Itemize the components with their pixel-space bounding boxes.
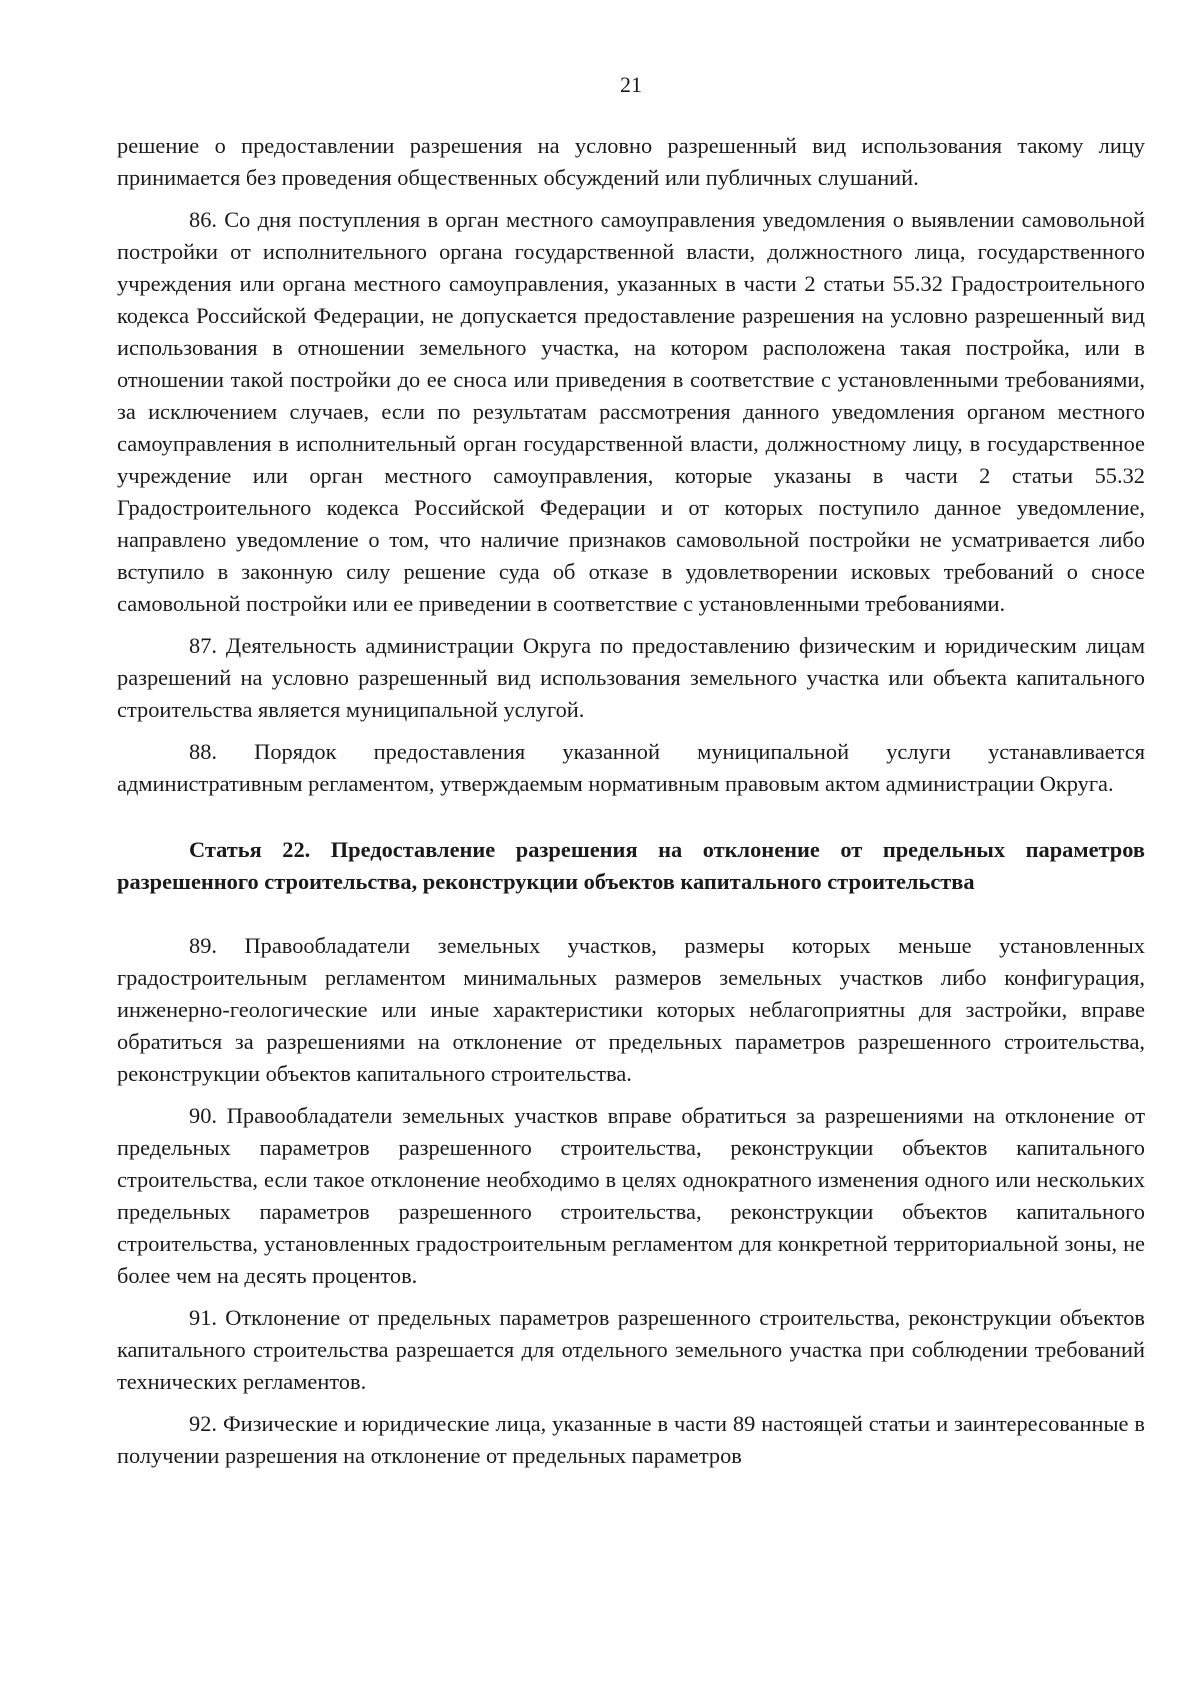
- document-body: [117, 130, 1145, 1472]
- paragraph-89: 89. Правообладатели земельных участков, размеры которых меньше установленных градостроительным регламентом минимальных размеров земельных участков либо конфигурация, инженерно-геологические или иные характеристики которых неблагоприятны для застройки, вправе обратиться за разрешениями на отклонение от предельных параметров разрешенного строительства, реконструкции объектов капитального строительства.: [117, 933, 1145, 1086]
- paragraph-continuation: решение о предоставлении разрешения на условно разрешенный вид использования такому лицу принимается без проведения общественных обсуждений или публичных слушаний.: [117, 133, 1145, 190]
- paragraph-87: 87. Деятельность администрации Округа по предоставлению физическим и юридическим лицам разрешений на условно разрешенный вид использования земельного участка или объекта капитального строительства является муниципальной услугой.: [117, 633, 1145, 722]
- article-22-heading: Статья 22. Предоставление разрешения на отклонение от предельных параметров разрешенного строительства, реконструкции объектов капитального строительства: [117, 837, 1145, 894]
- page-number: 21: [620, 72, 642, 97]
- paragraph-92: 92. Физические и юридические лица, указанные в части 89 настоящей статьи и заинтересованные в получении разрешения на отклонение от предельных параметров: [117, 1411, 1145, 1468]
- paragraph-91: 91. Отклонение от предельных параметров разрешенного строительства, реконструкции объектов капитального строительства разрешается для отдельного земельного участка при соблюдении требований технических регламентов.: [117, 1305, 1145, 1394]
- paragraph-86: 86. Со дня поступления в орган местного самоуправления уведомления о выявлении самовольной постройки от исполнительного органа государственной власти, должностного лица, государственного учреждения или органа местного самоуправления, указанных в части 2 статьи 55.32 Градостроительного кодекса Российской Федерации, не допускается предоставление разрешения на условно разрешенный вид использования в отношении земельного участка, на котором расположена такая постройка, или в отношении такой постройки до ее сноса или приведения в соответствие с установленными требованиями, за исключением случаев, если по результатам рассмотрения данного уведомления органом местного самоуправления в исполнительный орган государственной власти, должностному лицу, в государственное учреждение или орган местного самоуправления, которые указаны в части 2 статьи 55.32 Градостроительного кодекса Российской Федерации и от которых поступило данное уведомление, направлено уведомление о том, что наличие признаков самовольной постройки не усматривается либо вступило в законную силу решение суда об отказе в удовлетворении исковых требований о сносе самовольной постройки или ее приведении в соответствие с установленными требованиями.: [117, 207, 1145, 616]
- paragraph-90: 90. Правообладатели земельных участков вправе обратиться за разрешениями на отклонение от предельных параметров разрешенного строительства, реконструкции объектов капитального строительства, если такое отклонение необходимо в целях однократного изменения одного или нескольких предельных параметров разрешенного строительства, реконструкции объектов капитального строительства, установленных градостроительным регламентом для конкретной территориальной зоны, не более чем на десять процентов.: [117, 1103, 1145, 1288]
- paragraph-88: 88. Порядок предоставления указанной муниципальной услуги устанавливается административным регламентом, утверждаемым нормативным правовым актом администрации Округа.: [117, 739, 1145, 796]
